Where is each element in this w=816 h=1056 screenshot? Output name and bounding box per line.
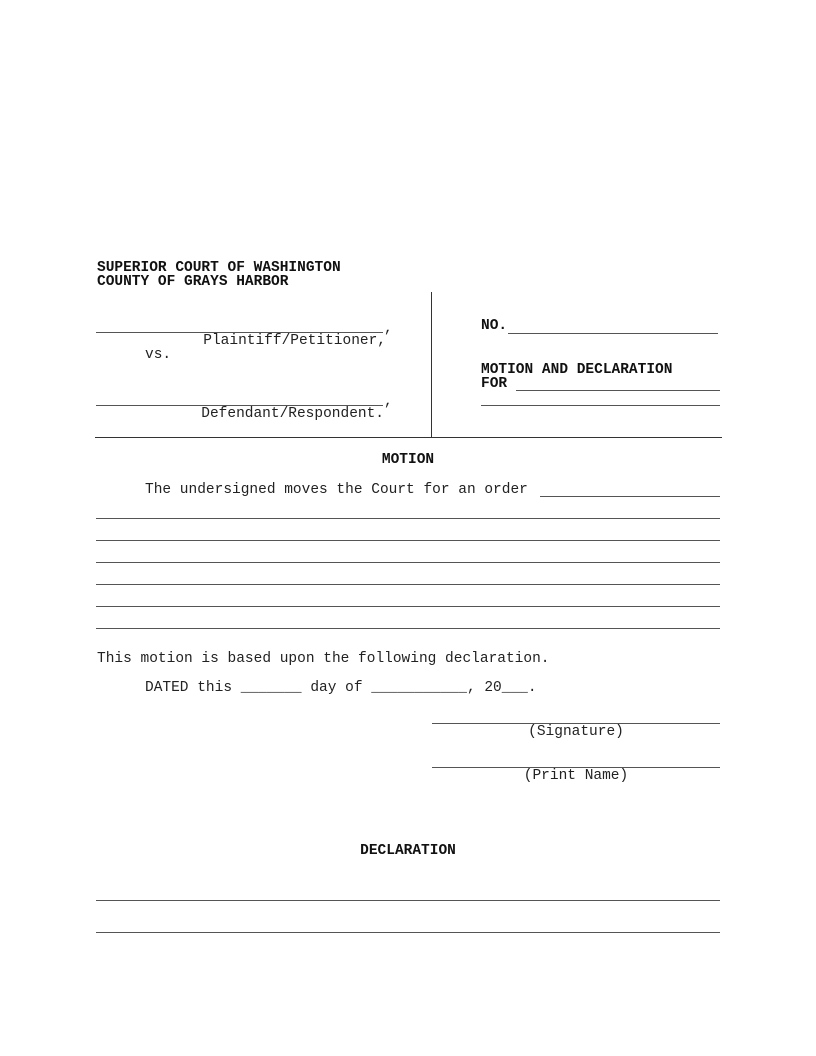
order-line[interactable] [96, 584, 720, 585]
court-name: SUPERIOR COURT OF WASHINGTON [97, 260, 341, 276]
title-for-label: FOR [481, 376, 508, 392]
case-number-field[interactable] [508, 333, 718, 334]
defendant-comma: , [384, 394, 393, 410]
print-name-label: (Print Name) [523, 768, 629, 784]
versus-label: vs. [145, 347, 172, 363]
caption-divider [431, 292, 432, 437]
declaration-line[interactable] [96, 900, 720, 901]
order-line[interactable] [96, 562, 720, 563]
declaration-line[interactable] [96, 932, 720, 933]
plaintiff-label: Plaintiff/Petitioner, [203, 333, 386, 349]
signature-label: (Signature) [528, 724, 624, 740]
county-name: COUNTY OF GRAYS HARBOR [97, 274, 289, 290]
motion-for-field-line2[interactable] [481, 405, 720, 406]
motion-heading: MOTION [381, 452, 435, 468]
order-line[interactable] [96, 628, 720, 629]
declaration-heading: DECLARATION [360, 843, 456, 859]
order-line[interactable] [96, 540, 720, 541]
order-field[interactable] [540, 496, 720, 497]
caption-bottom-rule [95, 437, 722, 438]
document-title: MOTION AND DECLARATION [481, 362, 673, 378]
order-line[interactable] [96, 518, 720, 519]
motion-basis: This motion is based upon the following declaration. [97, 651, 550, 667]
order-line[interactable] [96, 606, 720, 607]
defendant-label: Defendant/Respondent. [201, 406, 384, 422]
motion-for-field[interactable] [516, 390, 720, 391]
dated-line[interactable]: DATED this _______ day of ___________, 20___. [145, 680, 537, 696]
case-number-label: NO. [481, 318, 508, 334]
motion-intro: The undersigned moves the Court for an order [145, 482, 528, 498]
plaintiff-comma: , [384, 321, 393, 337]
